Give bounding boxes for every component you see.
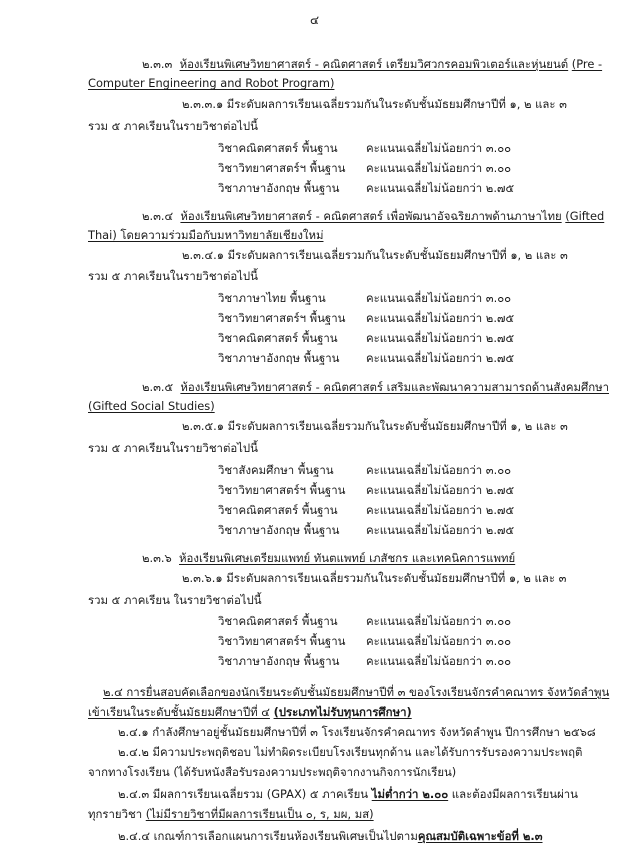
- heading-234: [142, 208, 604, 224]
- clause-236-1: ๒.๓.๖.๑ มีระดับผลการเรียนเฉลี่ยรวมกันในระดับชั้นมัธยมศึกษาปีที่ ๑, ๒ และ ๓: [182, 571, 567, 585]
- heading-24-line2: [88, 704, 412, 720]
- heading-233-english: (Pre -: [571, 57, 603, 71]
- heading-24-grade: เข้าเรียนในระดับชั้นมัธยมศึกษาปีที่ ๔: [88, 705, 270, 719]
- item-241: ๒.๔.๑ กำลังศึกษาอยู่ชั้นมัธยมศึกษาปีที่ ๓ โรงเรียนจักรคำคณาทร จังหวัดลำพูน ปีการศึกษา ๒๕๖๘: [118, 725, 596, 739]
- criterion-233-2: คะแนนเฉลี่ยไม่น้อยกว่า ๒.๗๕: [366, 181, 515, 195]
- subject-234-3: วิชาภาษาอังกฤษ พื้นฐาน: [218, 351, 340, 365]
- clause-233-1-continuation: รวม ๕ ภาคเรียนในรายวิชาต่อไปนี้: [88, 119, 258, 133]
- item-243-note: (ไม่มีรายวิชาที่มีผลการเรียนเป็น ๐, ร, มผ, มส): [145, 807, 374, 821]
- item-243-all-subjects: ทุกรายวิชา: [88, 807, 143, 821]
- item-243-gpax-min: ไม่ต่ำกว่า ๒.๐๐: [371, 787, 449, 801]
- clause-233-1: ๒.๓.๓.๑ มีระดับผลการเรียนเฉลี่ยรวมกันในระดับชั้นมัธยมศึกษาปีที่ ๑, ๒ และ ๓: [182, 97, 567, 111]
- heading-234-title: ห้องเรียนพิเศษวิทยาศาสตร์ - คณิตศาสตร์ เพื่อพัฒนาอัจฉริยภาพด้านภาษาไทย: [180, 209, 562, 223]
- subject-236-1: วิชาวิทยาศาสตร์ฯ พื้นฐาน: [218, 634, 346, 648]
- heading-233: [142, 56, 602, 72]
- criterion-236-0: คะแนนเฉลี่ยไม่น้อยกว่า ๓.๐๐: [366, 614, 512, 628]
- item-244-text: ๒.๔.๔ เกณฑ์การเลือกแผนการเรียนห้องเรียนพิเศษเป็นไปตาม: [118, 829, 418, 843]
- heading-234-english: (Gifted: [565, 209, 605, 223]
- criterion-234-2: คะแนนเฉลี่ยไม่น้อยกว่า ๒.๗๕: [366, 331, 515, 345]
- heading-236: [142, 550, 515, 566]
- subject-233-2: วิชาภาษาอังกฤษ พื้นฐาน: [218, 181, 340, 195]
- heading-233-number: ๒.๓.๓: [142, 57, 173, 71]
- subject-235-2: วิชาคณิตศาสตร์ พื้นฐาน: [218, 503, 338, 517]
- heading-235-number: ๒.๓.๕: [142, 380, 174, 394]
- item-244: [118, 828, 543, 844]
- criterion-233-1: คะแนนเฉลี่ยไม่น้อยกว่า ๓.๐๐: [366, 161, 512, 175]
- clause-234-1-continuation: รวม ๕ ภาคเรียนในรายวิชาต่อไปนี้: [88, 269, 258, 283]
- heading-235: [142, 379, 609, 395]
- subject-235-0: วิชาสังคมศึกษา พื้นฐาน: [218, 463, 334, 477]
- clause-234-1: ๒.๓.๔.๑ มีระดับผลการเรียนเฉลี่ยรวมกันในระดับชั้นมัธยมศึกษาปีที่ ๑, ๒ และ ๓: [182, 248, 568, 262]
- heading-24-type: (ประเภทไม่รับทุนการศึกษา): [273, 705, 412, 719]
- heading-235-title: ห้องเรียนพิเศษวิทยาศาสตร์ - คณิตศาสตร์ เสริมและพัฒนาความสามารถด้านสังคมศึกษา: [180, 380, 609, 394]
- criterion-235-3: คะแนนเฉลี่ยไม่น้อยกว่า ๒.๗๕: [366, 523, 515, 537]
- subject-234-1: วิชาวิทยาศาสตร์ฯ พื้นฐาน: [218, 311, 346, 325]
- criterion-234-3: คะแนนเฉลี่ยไม่น้อยกว่า ๒.๗๕: [366, 351, 515, 365]
- criterion-234-0: คะแนนเฉลี่ยไม่น้อยกว่า ๓.๐๐: [366, 291, 512, 305]
- criterion-233-0: คะแนนเฉลี่ยไม่น้อยกว่า ๓.๐๐: [366, 141, 512, 155]
- criterion-235-0: คะแนนเฉลี่ยไม่น้อยกว่า ๓.๐๐: [366, 463, 512, 477]
- item-242: ๒.๔.๒ มีความประพฤติชอบ ไม่ทำผิดระเบียบโรงเรียนทุกด้าน และได้รับการรับรองความประพฤติ: [118, 745, 583, 759]
- heading-236-number: ๒.๓.๖: [142, 551, 172, 565]
- subject-234-2: วิชาคณิตศาสตร์ พื้นฐาน: [218, 331, 338, 345]
- criterion-236-2: คะแนนเฉลี่ยไม่น้อยกว่า ๓.๐๐: [366, 654, 512, 668]
- heading-234-number: ๒.๓.๔: [142, 209, 174, 223]
- heading-234-continuation: Thai) โดยความร่วมมือกับมหาวิทยาลัยเชียงใหม่: [88, 228, 324, 242]
- item-243-pass: และต้องมีผลการเรียนผ่าน: [451, 787, 578, 801]
- heading-236-title: ห้องเรียนพิเศษเตรียมแพทย์ ทันตแพทย์ เภสัชกร และเทคนิคการแพทย์: [179, 551, 516, 565]
- subject-233-0: วิชาคณิตศาสตร์ พื้นฐาน: [218, 141, 338, 155]
- criterion-234-1: คะแนนเฉลี่ยไม่น้อยกว่า ๒.๗๕: [366, 311, 515, 325]
- page-number: ๔: [310, 13, 320, 27]
- heading-233-continuation: Computer Engineering and Robot Program): [88, 76, 335, 90]
- clause-235-1-continuation: รวม ๕ ภาคเรียนในรายวิชาต่อไปนี้: [88, 441, 258, 455]
- subject-234-0: วิชาภาษาไทย พื้นฐาน: [218, 291, 326, 305]
- heading-24-line1: ๒.๔ การยื่นสอบคัดเลือกของนักเรียนระดับชั้นมัธยมศึกษาปีที่ ๓ ของโรงเรียนจักรคำคณาทร จังหวัดลำพูน: [103, 685, 610, 699]
- criterion-236-1: คะแนนเฉลี่ยไม่น้อยกว่า ๓.๐๐: [366, 634, 512, 648]
- criterion-235-2: คะแนนเฉลี่ยไม่น้อยกว่า ๒.๗๕: [366, 503, 515, 517]
- item-243-continuation: [88, 806, 374, 822]
- item-243-text: ๒.๔.๓ มีผลการเรียนเฉลี่ยรวม (GPAX) ๕ ภาคเรียน: [118, 787, 369, 801]
- subject-235-3: วิชาภาษาอังกฤษ พื้นฐาน: [218, 523, 340, 537]
- item-244-ref: คุณสมบัติเฉพาะข้อที่ ๒.๓: [417, 829, 543, 843]
- criterion-235-1: คะแนนเฉลี่ยไม่น้อยกว่า ๒.๗๕: [366, 483, 515, 497]
- item-243: [118, 786, 578, 802]
- subject-236-2: วิชาภาษาอังกฤษ พื้นฐาน: [218, 654, 340, 668]
- clause-235-1: ๒.๓.๕.๑ มีระดับผลการเรียนเฉลี่ยรวมกันในระดับชั้นมัธยมศึกษาปีที่ ๑, ๒ และ ๓: [182, 419, 568, 433]
- clause-236-1-continuation: รวม ๕ ภาคเรียน ในรายวิชาต่อไปนี้: [88, 593, 262, 607]
- subject-236-0: วิชาคณิตศาสตร์ พื้นฐาน: [218, 614, 338, 628]
- subject-235-1: วิชาวิทยาศาสตร์ฯ พื้นฐาน: [218, 483, 346, 497]
- heading-235-continuation: (Gifted Social Studies): [88, 399, 215, 413]
- heading-233-title: ห้องเรียนพิเศษวิทยาศาสตร์ - คณิตศาสตร์ เตรียมวิศวกรคอมพิวเตอร์และหุ่นยนต์: [179, 57, 569, 71]
- item-242-continuation: จากทางโรงเรียน (ได้รับหนังสือรับรองความประพฤติจากงานกิจการนักเรียน): [88, 765, 457, 779]
- subject-233-1: วิชาวิทยาศาสตร์ฯ พื้นฐาน: [218, 161, 346, 175]
